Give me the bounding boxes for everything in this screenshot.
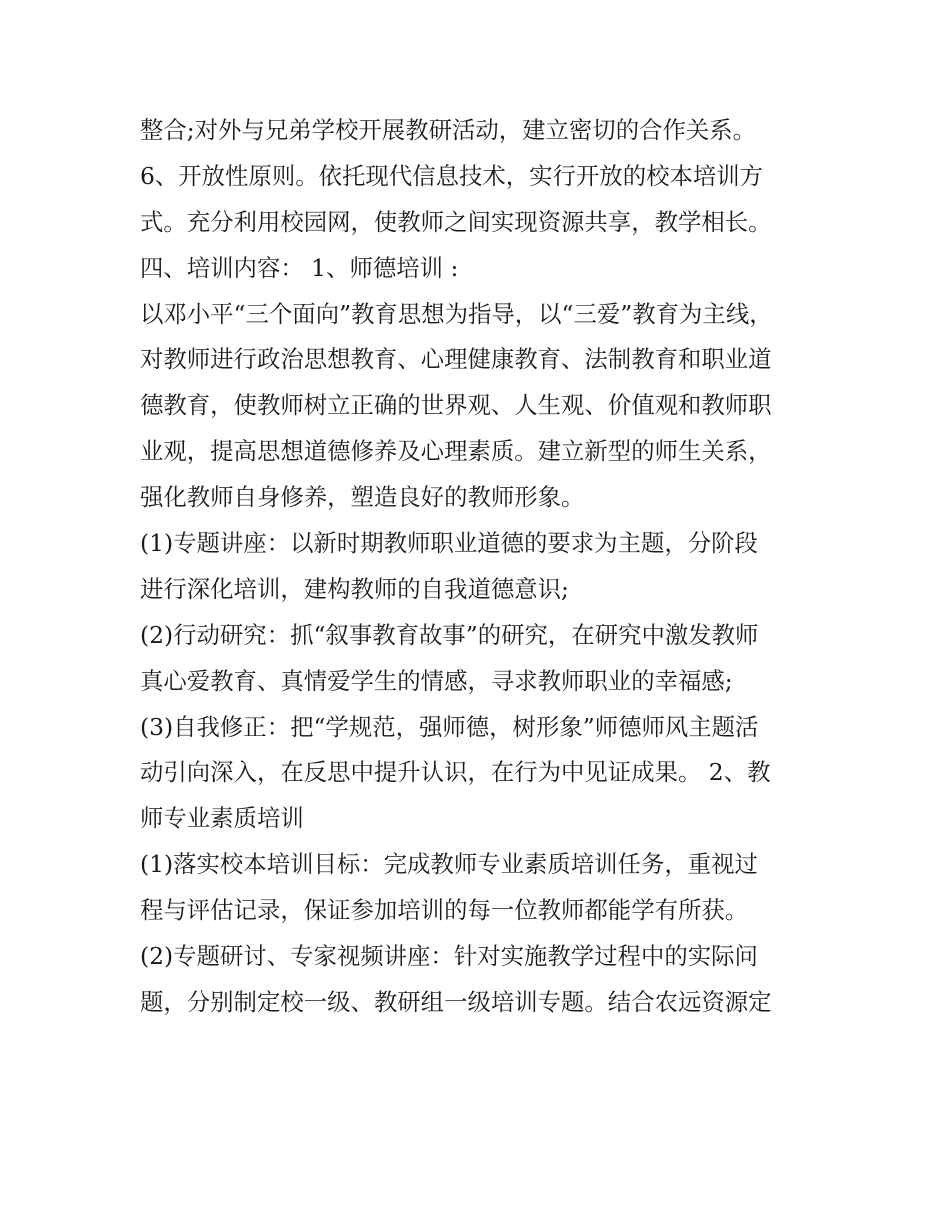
text-line: 师专业素质培训	[140, 804, 304, 833]
text-line: 业观，提高思想道德修养及心理素质。建立新型的师生关系，	[140, 437, 772, 466]
text-line: 真心爱教育、真情爱学生的情感，寻求教师职业的幸福感;	[140, 666, 733, 695]
text-line: 6、开放性原则。依托现代信息技术，实行开放的校本培训方	[140, 161, 764, 190]
list-item-line: (1)专题讲座：以新时期教师职业道德的要求为主题，分阶段	[140, 529, 758, 558]
text-line: 整合;对外与兄弟学校开展教研活动，建立密切的合作关系。	[140, 116, 757, 144]
section-heading-line: 四、培训内容： 1、师德培训 :	[140, 253, 459, 282]
text-line: 对教师进行政治思想教育、心理健康教育、法制教育和职业道	[140, 345, 772, 374]
text-line: 进行深化培训，建构教师的自我道德意识;	[140, 574, 569, 603]
list-item-line: (3)自我修正：把“学规范，强师德，树形象”师德师风主题活	[140, 712, 759, 741]
list-item-line: (2)专题研讨、专家视频讲座：针对实施教学过程中的实际问	[140, 942, 758, 971]
text-line: 程与评估记录，保证参加培训的每一位教师都能学有所获。	[140, 896, 749, 925]
text-line: 强化教师自身修养，塑造良好的教师形象。	[140, 483, 585, 512]
document-body	[140, 108, 820, 1026]
list-item-line: (1)落实校本培训目标：完成教师专业素质培训任务，重视过	[140, 850, 758, 879]
text-line: 德教育，使教师树立正确的世界观、人生观、价值观和教师职	[140, 391, 772, 420]
text-line: 题，分别制定校一级、教研组一级培训专题。结合农远资源定	[140, 987, 772, 1016]
text-line: 式。充分利用校园网，使教师之间实现资源共享，教学相长。	[140, 207, 772, 236]
list-item-line: (2)行动研究：抓“叙事教育故事”的研究，在研究中激发教师	[140, 620, 759, 649]
text-line: 以邓小平“三个面向”教育思想为指导，以“三爱”教育为主线，	[140, 299, 773, 328]
text-line: 动引向深入，在反思中提升认识，在行为中见证成果。 2、教	[140, 758, 771, 787]
